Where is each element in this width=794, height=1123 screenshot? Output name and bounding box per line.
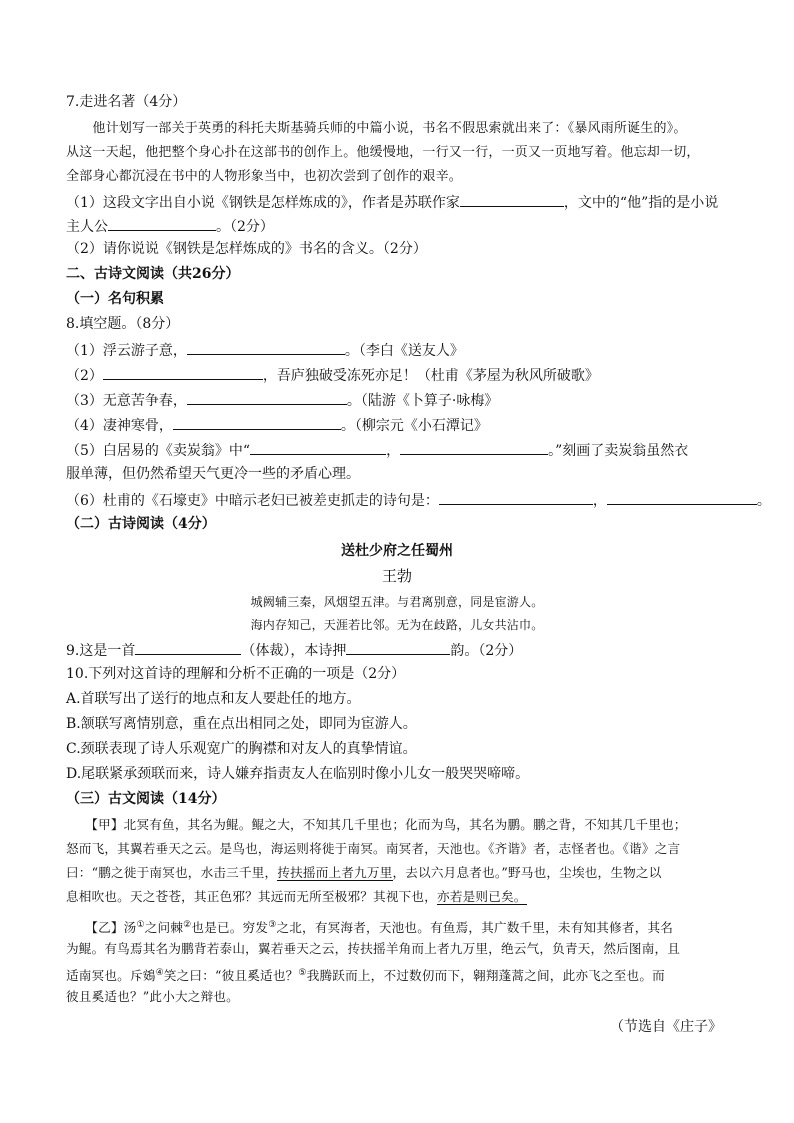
q8-6-text: （6）杜甫的《石壕吏》中暗示老妇已被差吏抓走的诗句是： — [66, 493, 439, 509]
q8-2-blank[interactable] — [103, 365, 263, 380]
q8-title: 8.填空题。（8分） — [66, 316, 180, 332]
yi-3-text-c: 笑之曰：“彼且奚适也？ — [163, 968, 299, 984]
q8-4-blank[interactable] — [173, 415, 341, 430]
q7-sub1-text-d: 。（2分） — [216, 219, 274, 235]
q9-rhyme-blank[interactable] — [346, 640, 450, 655]
q9-genre-blank[interactable] — [135, 640, 241, 655]
passage-jia-line-2: 怒而飞，其翼若垂天之云。是鸟也，海运则将徙于南冥。南冥者，天池也。《齐谐》者，志怪者也。《谐》之言 — [66, 841, 681, 856]
q7-sub2: （2）请你说说《钢铁是怎样炼成的》书名的含义。（2分） — [66, 241, 427, 257]
q8-5-text-c: 。”刻画了卖炭翁虽然衣 — [548, 443, 689, 459]
q8-item-1 — [66, 340, 464, 360]
passage-jia-line-1: 【甲】北冥有鱼，其名为鲲。鲲之大，不知其几千里也；化而为鸟，其名为鹏。鹏之背，不知其几千里也； — [66, 817, 687, 832]
q9 — [66, 640, 522, 660]
q9-text-a: 9.这是一首 — [66, 643, 136, 659]
q8-1-blank[interactable] — [187, 340, 345, 355]
q10-option-d[interactable]: D.尾联紧承颈联而来，诗人嫌弃指责友人在临别时像小儿女一般哭哭啼啼。 — [66, 766, 530, 782]
q8-6-end: 。 — [756, 493, 771, 509]
q10-option-c[interactable]: C.颈联表现了诗人乐观宽广的胸襟和对友人的真挚情谊。 — [66, 741, 417, 757]
passage-yi-line-1 — [66, 916, 673, 937]
q7-passage-line-1: 他计划写一部关于英勇的科托夫斯基骑兵师的中篇小说，书名不假思索就出来了：《暴风雨所诞生的》。 — [66, 121, 687, 136]
q8-item-2 — [66, 365, 599, 385]
footnote-marker-5: ⑤ — [298, 968, 307, 978]
q8-6-blank-1[interactable] — [439, 490, 593, 505]
passage-yi-line-4: 彼且奚适也？”此小大之辩也。 — [66, 989, 239, 1004]
q8-3-text: （3）无意苦争春， — [66, 393, 187, 409]
q7-title: 7.走进名著（4分） — [66, 94, 187, 110]
poem-line-1: 城阙辅三秦，风烟望五津。与君离别意，同是宦游人。 — [250, 595, 544, 609]
part-1-title: （一）名句积累 — [66, 291, 164, 307]
q8-1-text: （1）浮云游子意， — [66, 343, 187, 359]
footnote-marker-2: ② — [183, 920, 192, 930]
section-2-title: 二、古诗文阅读（共26分） — [66, 266, 240, 282]
footnote-marker-3: ③ — [268, 920, 277, 930]
q8-6-comma: ， — [592, 493, 607, 509]
yi-1-text-g: 之北，有冥海者，天池也。有鱼焉，其广数千里，未有知其修者，其名 — [276, 920, 674, 936]
poem-title: 送杜少府之任蜀州 — [341, 543, 453, 559]
jia-underlined-sentence-2: 亦若是则已矣。 — [437, 889, 527, 904]
yi-1-text-a: 【乙】汤 — [66, 920, 137, 936]
passage-jia-line-3 — [66, 864, 662, 882]
q8-3-blank[interactable] — [187, 390, 347, 405]
jia-3-text-a: 曰：“鹏之徙于南冥也，水击三千里， — [66, 865, 278, 880]
q8-item-5-line-2: 服单薄，但仍然希望天气更冷一些的矛盾心理。 — [66, 466, 360, 482]
poem-line-2: 海内存知己，天涯若比邻。无为在歧路，儿女共沾巾。 — [250, 618, 544, 632]
q7-sub1-line-1 — [66, 192, 718, 212]
q8-item-6 — [66, 490, 771, 510]
yi-3-text-a: 适南冥也。斥鴳 — [66, 968, 156, 984]
q8-item-4 — [66, 415, 488, 435]
yi-3-text-e: 我腾跃而上，不过数仞而下，翱翔蓬蒿之间，此亦飞之至也。而 — [306, 968, 665, 984]
q7-passage-line-2: 从这一天起，他把整个身心扑在这部书的创作上。他缓慢地，一行又一行，一页又一页地写着。他忘却一切， — [66, 145, 700, 160]
jia-4-text-a: 息相吹也。天之苍苍，其正色邪？其远而无所至极邪？其视下也， — [66, 889, 438, 904]
q7-sub1-line-2 — [66, 216, 274, 236]
q8-item-5-line-1 — [66, 440, 688, 460]
q7-sub1-text-c: 主人公 — [66, 219, 108, 235]
q9-text-b: （体裁），本诗押 — [241, 643, 347, 659]
footnote-marker-4: ④ — [155, 968, 164, 978]
q10-option-a[interactable]: A.首联写出了送行的地点和友人要赴任的地方。 — [66, 691, 361, 707]
q8-5-comma: ， — [386, 443, 401, 459]
q8-5-blank-1[interactable] — [250, 440, 386, 455]
poem-author: 王勃 — [381, 567, 412, 585]
part-2-title: （二）古诗阅读（4分） — [66, 516, 216, 532]
q7-sub1-text-a: （1）这段文字出自小说《钢铁是怎样炼成的》，作者是苏联作家 — [66, 195, 460, 211]
q10-title: 10.下列对这首诗的理解和分析不正确的一项是（2分） — [66, 666, 406, 682]
q7-protagonist-blank[interactable] — [108, 216, 216, 231]
passage-yi-line-3 — [66, 964, 665, 985]
q8-5-text-a: （5）白居易的《卖炭翁》中“ — [66, 443, 251, 459]
q8-4-source: 。（柳宗元《小石潭记》 — [340, 418, 488, 434]
q9-text-c: 韵。（2分） — [450, 643, 523, 659]
footnote-marker-1: ① — [136, 920, 145, 930]
jia-3-text-c: ，去以六月息者也。”野马也，尘埃也，生物之以 — [392, 865, 662, 880]
q10-option-b[interactable]: B.颔联写离情别意，重在点出相同之处，即同为宦游人。 — [66, 716, 417, 732]
q8-6-blank-2[interactable] — [607, 490, 757, 505]
q8-5-blank-2[interactable] — [400, 440, 548, 455]
yi-1-text-e: 也是已。穷发 — [191, 920, 269, 936]
q8-3-source: 。（陆游《卜算子·咏梅》 — [346, 393, 499, 409]
part-3-title: （三）古文阅读（14分） — [66, 791, 226, 807]
q8-1-source: 。（李白《送友人》 — [344, 343, 464, 359]
q7-author-blank[interactable] — [460, 192, 564, 207]
passage-jia-line-4 — [66, 888, 527, 906]
passage-yi-line-2: 为鲲。有鸟焉其名为鹏背若泰山，翼若垂天之云，抟扶摇羊角而上者九万里，绝云气，负青天，然后图南，且 — [66, 941, 681, 956]
passage-source: （节选自《庄子》 — [610, 1019, 722, 1035]
q8-item-3 — [66, 390, 498, 410]
q7-passage-line-3: 全部身心都沉浸在书中的人物形象当中，也初次尝到了创作的艰辛。 — [66, 169, 463, 184]
q8-4-text: （4）凄神寒骨， — [66, 418, 173, 434]
jia-underlined-sentence-1: 抟扶摇而上者九万里 — [277, 865, 393, 880]
yi-1-text-c: 之问棘 — [144, 920, 184, 936]
q7-sub1-text-b: ，文中的“他”指的是小说 — [563, 195, 719, 211]
q8-2-source: ，吾庐独破受冻死亦足！（杜甫《茅屋为秋风所破歌》 — [262, 368, 599, 384]
q8-2-text: （2） — [66, 368, 103, 384]
